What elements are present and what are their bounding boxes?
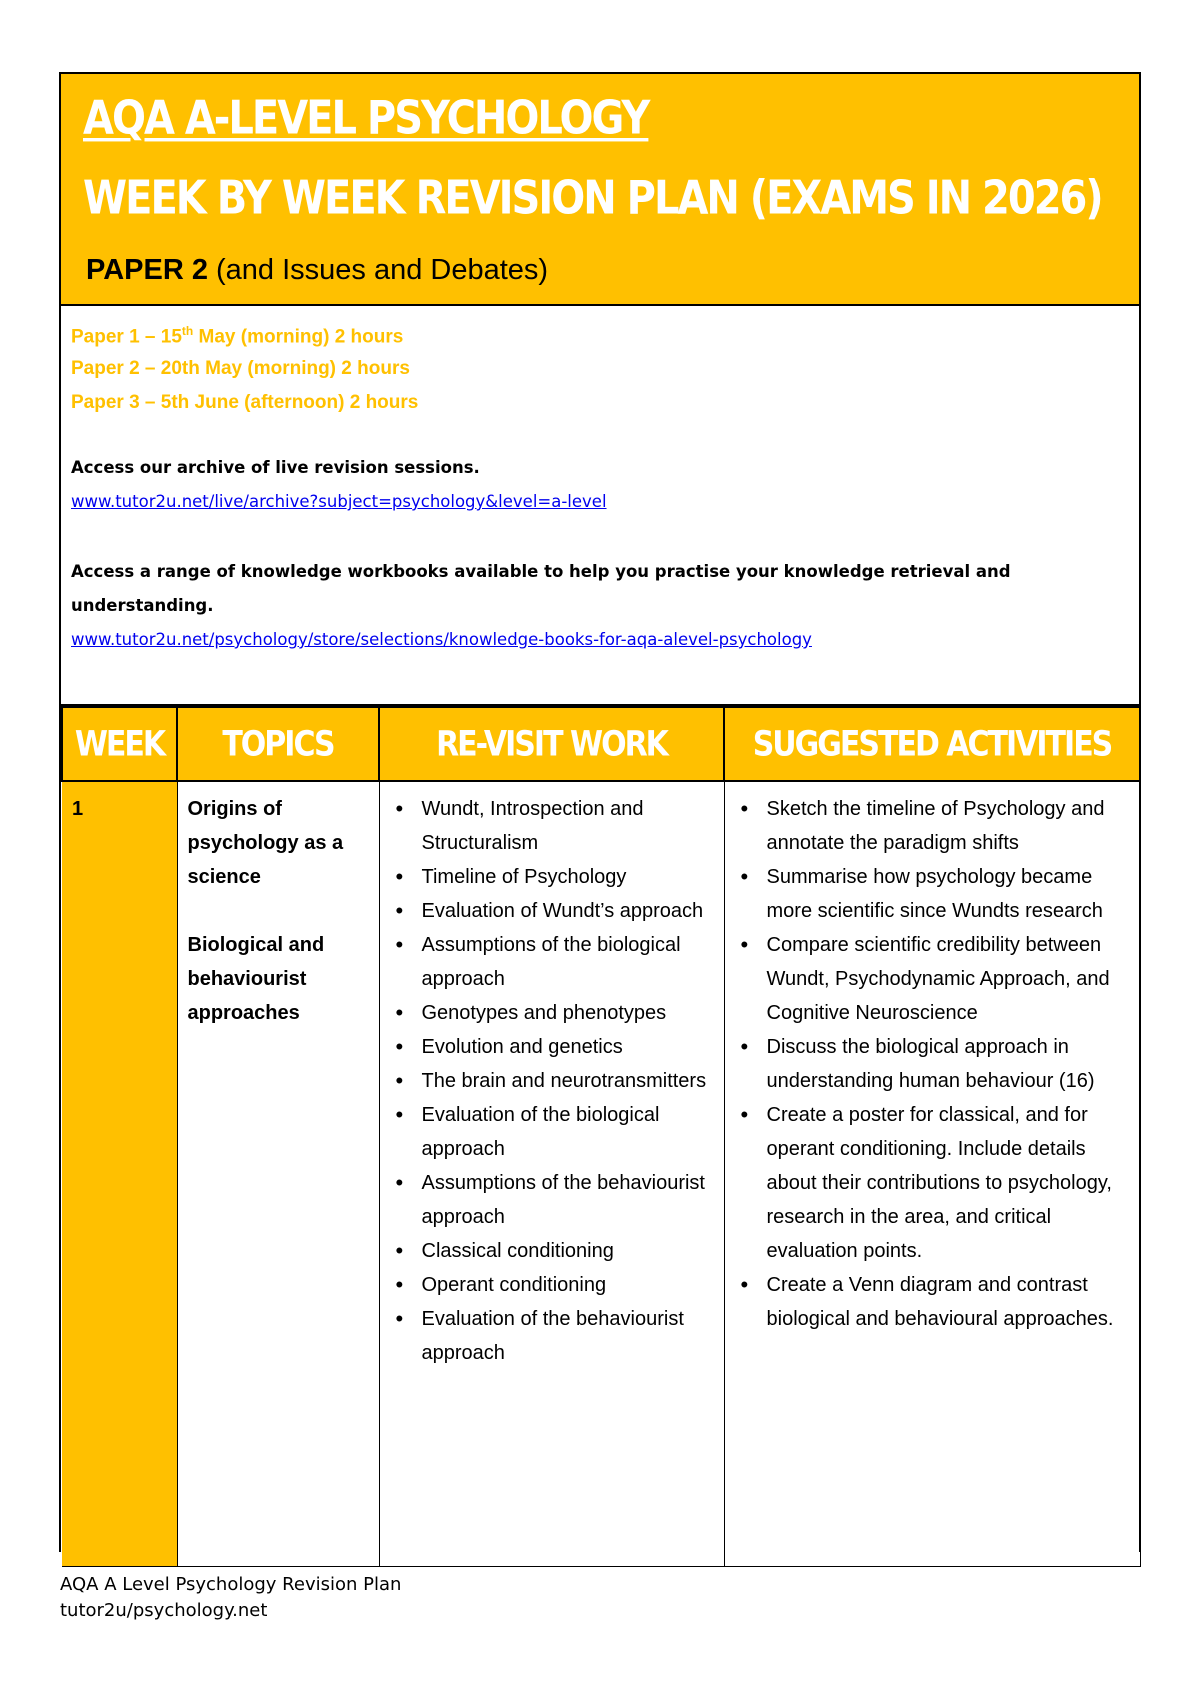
activities-cell [724, 781, 1140, 1567]
revisit-item: • The brain and neurotransmitters [422, 1064, 714, 1098]
footer-title: AQA A Level Psychology Revision Plan [60, 1574, 402, 1595]
revisit-item: • Evaluation of the biological approach [422, 1098, 714, 1166]
topic-item: Biological and behaviourist approaches [187, 934, 325, 1024]
activity-item: • Create a Venn diagram and contrast biological and behavioural approaches. [767, 1268, 1130, 1336]
revisit-item: • Assumptions of the behaviourist approach [422, 1166, 714, 1234]
revisit-item: • Genotypes and phenotypes [422, 996, 714, 1030]
exam-date-paper-2: Paper 2 – 20th May (morning) 2 hours [71, 358, 410, 379]
header-band [61, 74, 1139, 306]
revisit-item: • Operant conditioning [422, 1268, 714, 1302]
activity-item: • Create a poster for classical, and for operant conditioning. Include details about their contributions to psychology, research in the area, and critical evaluation points. [767, 1098, 1130, 1268]
revisit-item: • Evolution and genetics [422, 1030, 714, 1064]
topics-cell [177, 781, 379, 1567]
document-subtitle: WEEK BY WEEK REVISION PLAN (EXAMS IN 2026) [83, 172, 1102, 225]
activity-item: • Discuss the biological approach in understanding human behaviour (16) [767, 1030, 1130, 1098]
paper-heading [86, 254, 548, 287]
column-header-activities: SUGGESTED ACTIVITIES [724, 707, 1140, 781]
revisit-item: • Evaluation of Wundt’s approach [422, 894, 714, 928]
revisit-item: • Timeline of Psychology [422, 860, 714, 894]
revisit-list [390, 792, 714, 1370]
paper-number: PAPER 2 [86, 254, 208, 286]
exam-date-paper-3: Paper 3 – 5th June (afternoon) 2 hours [71, 392, 419, 413]
document-title: AQA A-LEVEL PSYCHOLOGY [83, 92, 649, 145]
workbooks-link[interactable]: www.tutor2u.net/psychology/store/selections/knowledge-books-for-aqa-alevel-psychology [71, 630, 812, 649]
activity-item: • Compare scientific credibility between Wundt, Psychodynamic Approach, and Cognitive Neuroscience [767, 928, 1130, 1030]
revisit-item: • Classical conditioning [422, 1234, 714, 1268]
activity-item: • Sketch the timeline of Psychology and annotate the paradigm shifts [767, 792, 1130, 860]
week-number: 1 [62, 781, 177, 1567]
table-row [62, 781, 1140, 1567]
column-header-revisit: RE-VISIT WORK [379, 707, 724, 781]
table-header-row [62, 707, 1140, 781]
topic-item: Origins of psychology as a science [187, 798, 344, 888]
info-section [61, 306, 1139, 706]
revision-table [61, 706, 1141, 1567]
revisit-item: • Wundt, Introspection and Structuralism [422, 792, 714, 860]
archive-link[interactable]: www.tutor2u.net/live/archive?subject=psychology&level=a-level [71, 492, 607, 511]
workbooks-text-line-1: Access a range of knowledge workbooks available to help you practise your knowledge retrieval and [71, 562, 1011, 581]
column-header-week: WEEK [62, 707, 177, 781]
revisit-cell [379, 781, 724, 1567]
exam-date-paper-1: Paper 1 – 15th May (morning) 2 hours [71, 324, 404, 348]
paper-scope: (and Issues and Debates) [207, 254, 549, 286]
revisit-item: • Assumptions of the biological approach [422, 928, 714, 996]
archive-text: Access our archive of live revision sessions. [71, 458, 480, 477]
column-header-topics: TOPICS [177, 707, 379, 781]
footer-site: tutor2u/psychology.net [60, 1600, 268, 1621]
workbooks-text-line-2: understanding. [71, 596, 214, 615]
revision-plan-frame [59, 72, 1141, 1552]
revisit-item: • Evaluation of the behaviourist approach [422, 1302, 714, 1370]
activity-item: • Summarise how psychology became more scientific since Wundts research [767, 860, 1130, 928]
activities-list [735, 792, 1130, 1336]
